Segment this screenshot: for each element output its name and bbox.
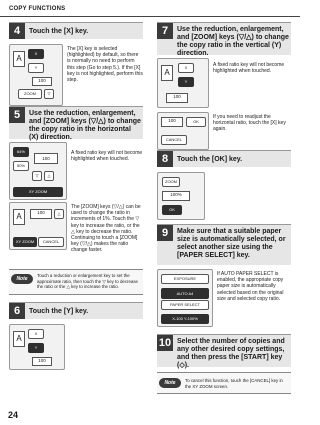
xy-zoom-bar: XY ZOOM <box>13 187 63 197</box>
step-number: 6 <box>9 303 25 319</box>
y-key[interactable]: Y <box>178 77 194 87</box>
step-number: 8 <box>157 151 173 167</box>
paper-select-key[interactable]: PAPER SELECT <box>161 300 209 310</box>
step-7-panel-illustration <box>157 58 209 108</box>
x-key[interactable]: X <box>178 63 194 73</box>
step-title: Select the number of copies and any other desired copy settings, and then press the [START] key (◇). <box>177 338 285 369</box>
step-5-heading <box>9 106 143 139</box>
zoom-key[interactable]: ZOOM <box>162 177 180 187</box>
step-9-heading <box>157 224 291 265</box>
step-title: Use the reduction, enlargement, and [ZOOM] keys (▽/△) to change the copy ratio in the horizontal (X) direction. <box>29 110 141 141</box>
step-8-panel-illustration <box>157 172 205 220</box>
exposure-key[interactable]: EXPOSURE <box>161 274 209 284</box>
zoom-down-key[interactable]: ▽ <box>32 171 42 181</box>
ratio-display: 100 <box>32 77 52 86</box>
ratio-display: 100 <box>32 357 52 366</box>
step-title: Touch the [X] key. <box>29 28 89 35</box>
ratio-display: 100 <box>34 153 58 164</box>
step-title: Touch the [OK] key. <box>177 156 243 163</box>
step-7-body-1: A fixed ratio key will not become highlighted when touched. <box>213 62 285 75</box>
auto-paper-indicator: AUTO A4 <box>161 288 209 299</box>
preset-50-key[interactable]: 50% <box>13 161 29 171</box>
x-key[interactable]: X <box>28 329 44 339</box>
note-text: Touch a reduction or enlargement key to set the approximate ratio, then touch the ▽ key to decrease the ratio or the △ key to increase the ratio. <box>37 273 139 290</box>
step-4-body: The [X] key is selected (highlighted) by default, so there is normally no need to perform this step (Go to step 5.). If the [X] key is not highlighted, perform this step. <box>67 46 143 84</box>
note-badge: Note <box>159 378 181 388</box>
cancel-key[interactable]: CANCEL <box>161 135 187 145</box>
ratio-display: 100% <box>162 191 190 201</box>
step-6-panel-illustration <box>9 324 65 370</box>
page-header <box>0 0 300 17</box>
step-number: 7 <box>157 23 173 39</box>
step-7-body-2: If you need to readjust the horizontal ratio, touch the [X] key again. <box>213 114 286 133</box>
ratio-display: 100 <box>161 117 183 127</box>
step-number: 10 <box>158 337 172 349</box>
step-number: 9 <box>157 225 173 241</box>
ratio-a-indicator: A <box>13 51 25 67</box>
ratio-a-indicator: A <box>13 331 25 347</box>
note-box <box>157 372 291 394</box>
note-text: To cancel this function, touch the [CANCEL] key in the XY ZOOM screen. <box>185 378 283 389</box>
step-10-heading <box>157 334 291 367</box>
zoom-up-key[interactable]: △ <box>54 209 64 219</box>
preset-64-key[interactable]: 64% <box>13 147 29 157</box>
step-5-panel-illustration-2 <box>9 202 67 250</box>
y-key[interactable]: Y <box>28 63 44 73</box>
zoom-down-key[interactable]: ▽ <box>44 89 54 99</box>
step-7-heading <box>157 22 291 55</box>
ratio-a-indicator: A <box>161 65 173 81</box>
step-8-heading <box>157 150 291 167</box>
ratio-display: 100 <box>166 93 188 103</box>
x-key[interactable]: X <box>28 49 44 59</box>
step-5-body-1: A fixed ratio key will not become highlighted when touched. <box>71 150 143 163</box>
cancel-key[interactable]: CANCEL <box>38 237 64 247</box>
ok-key[interactable]: OK <box>162 205 182 215</box>
step-5-body-2: The [ZOOM] keys (▽/△) can be used to change the ratio in increments of 1%. Touch the ▽ key to increase the ratio, or the △ key to decrease the ratio. Continuing to touch a [ZOOM] key (▽/△) makes the ratio change faster. <box>71 204 141 254</box>
step-title: Use the reduction, enlargement, and [ZOOM] keys (▽/△) to change the copy ratio in the vertical (Y) direction. <box>177 26 289 57</box>
step-title: Make sure that a suitable paper size is automatically selected, or select another size using the [PAPER SELECT] key. <box>177 228 286 259</box>
step-9-body: If AUTO PAPER SELECT is enabled, the appropriate copy paper size is automatically selected based on the original size and selected copy ratio. <box>217 271 284 302</box>
section-title: COPY FUNCTIONS <box>9 6 66 12</box>
step-5-panel-illustration <box>9 142 67 200</box>
zoom-key[interactable]: ZOOM <box>18 89 42 99</box>
step-7-panel-illustration-2 <box>157 112 209 150</box>
step-4-heading <box>9 22 143 39</box>
xy-ratio-indicator: X-100 Y-100% <box>161 314 209 324</box>
ratio-display: 100 <box>30 209 52 219</box>
step-number: 4 <box>9 23 25 39</box>
note-badge: Note <box>11 274 33 284</box>
zoom-up-key[interactable]: △ <box>44 171 54 181</box>
ratio-a-indicator: A <box>13 209 25 225</box>
page-number: 24 <box>8 410 19 420</box>
step-4-panel-illustration <box>9 44 63 106</box>
xy-zoom-key[interactable]: XY ZOOM <box>13 237 37 247</box>
step-9-panel-illustration <box>157 269 213 327</box>
step-number: 5 <box>9 107 25 123</box>
step-6-heading <box>9 302 143 319</box>
note-box <box>9 269 143 295</box>
y-key[interactable]: Y <box>28 343 44 353</box>
step-title: Touch the [Y] key. <box>29 308 89 315</box>
ok-key[interactable]: OK <box>186 117 206 127</box>
